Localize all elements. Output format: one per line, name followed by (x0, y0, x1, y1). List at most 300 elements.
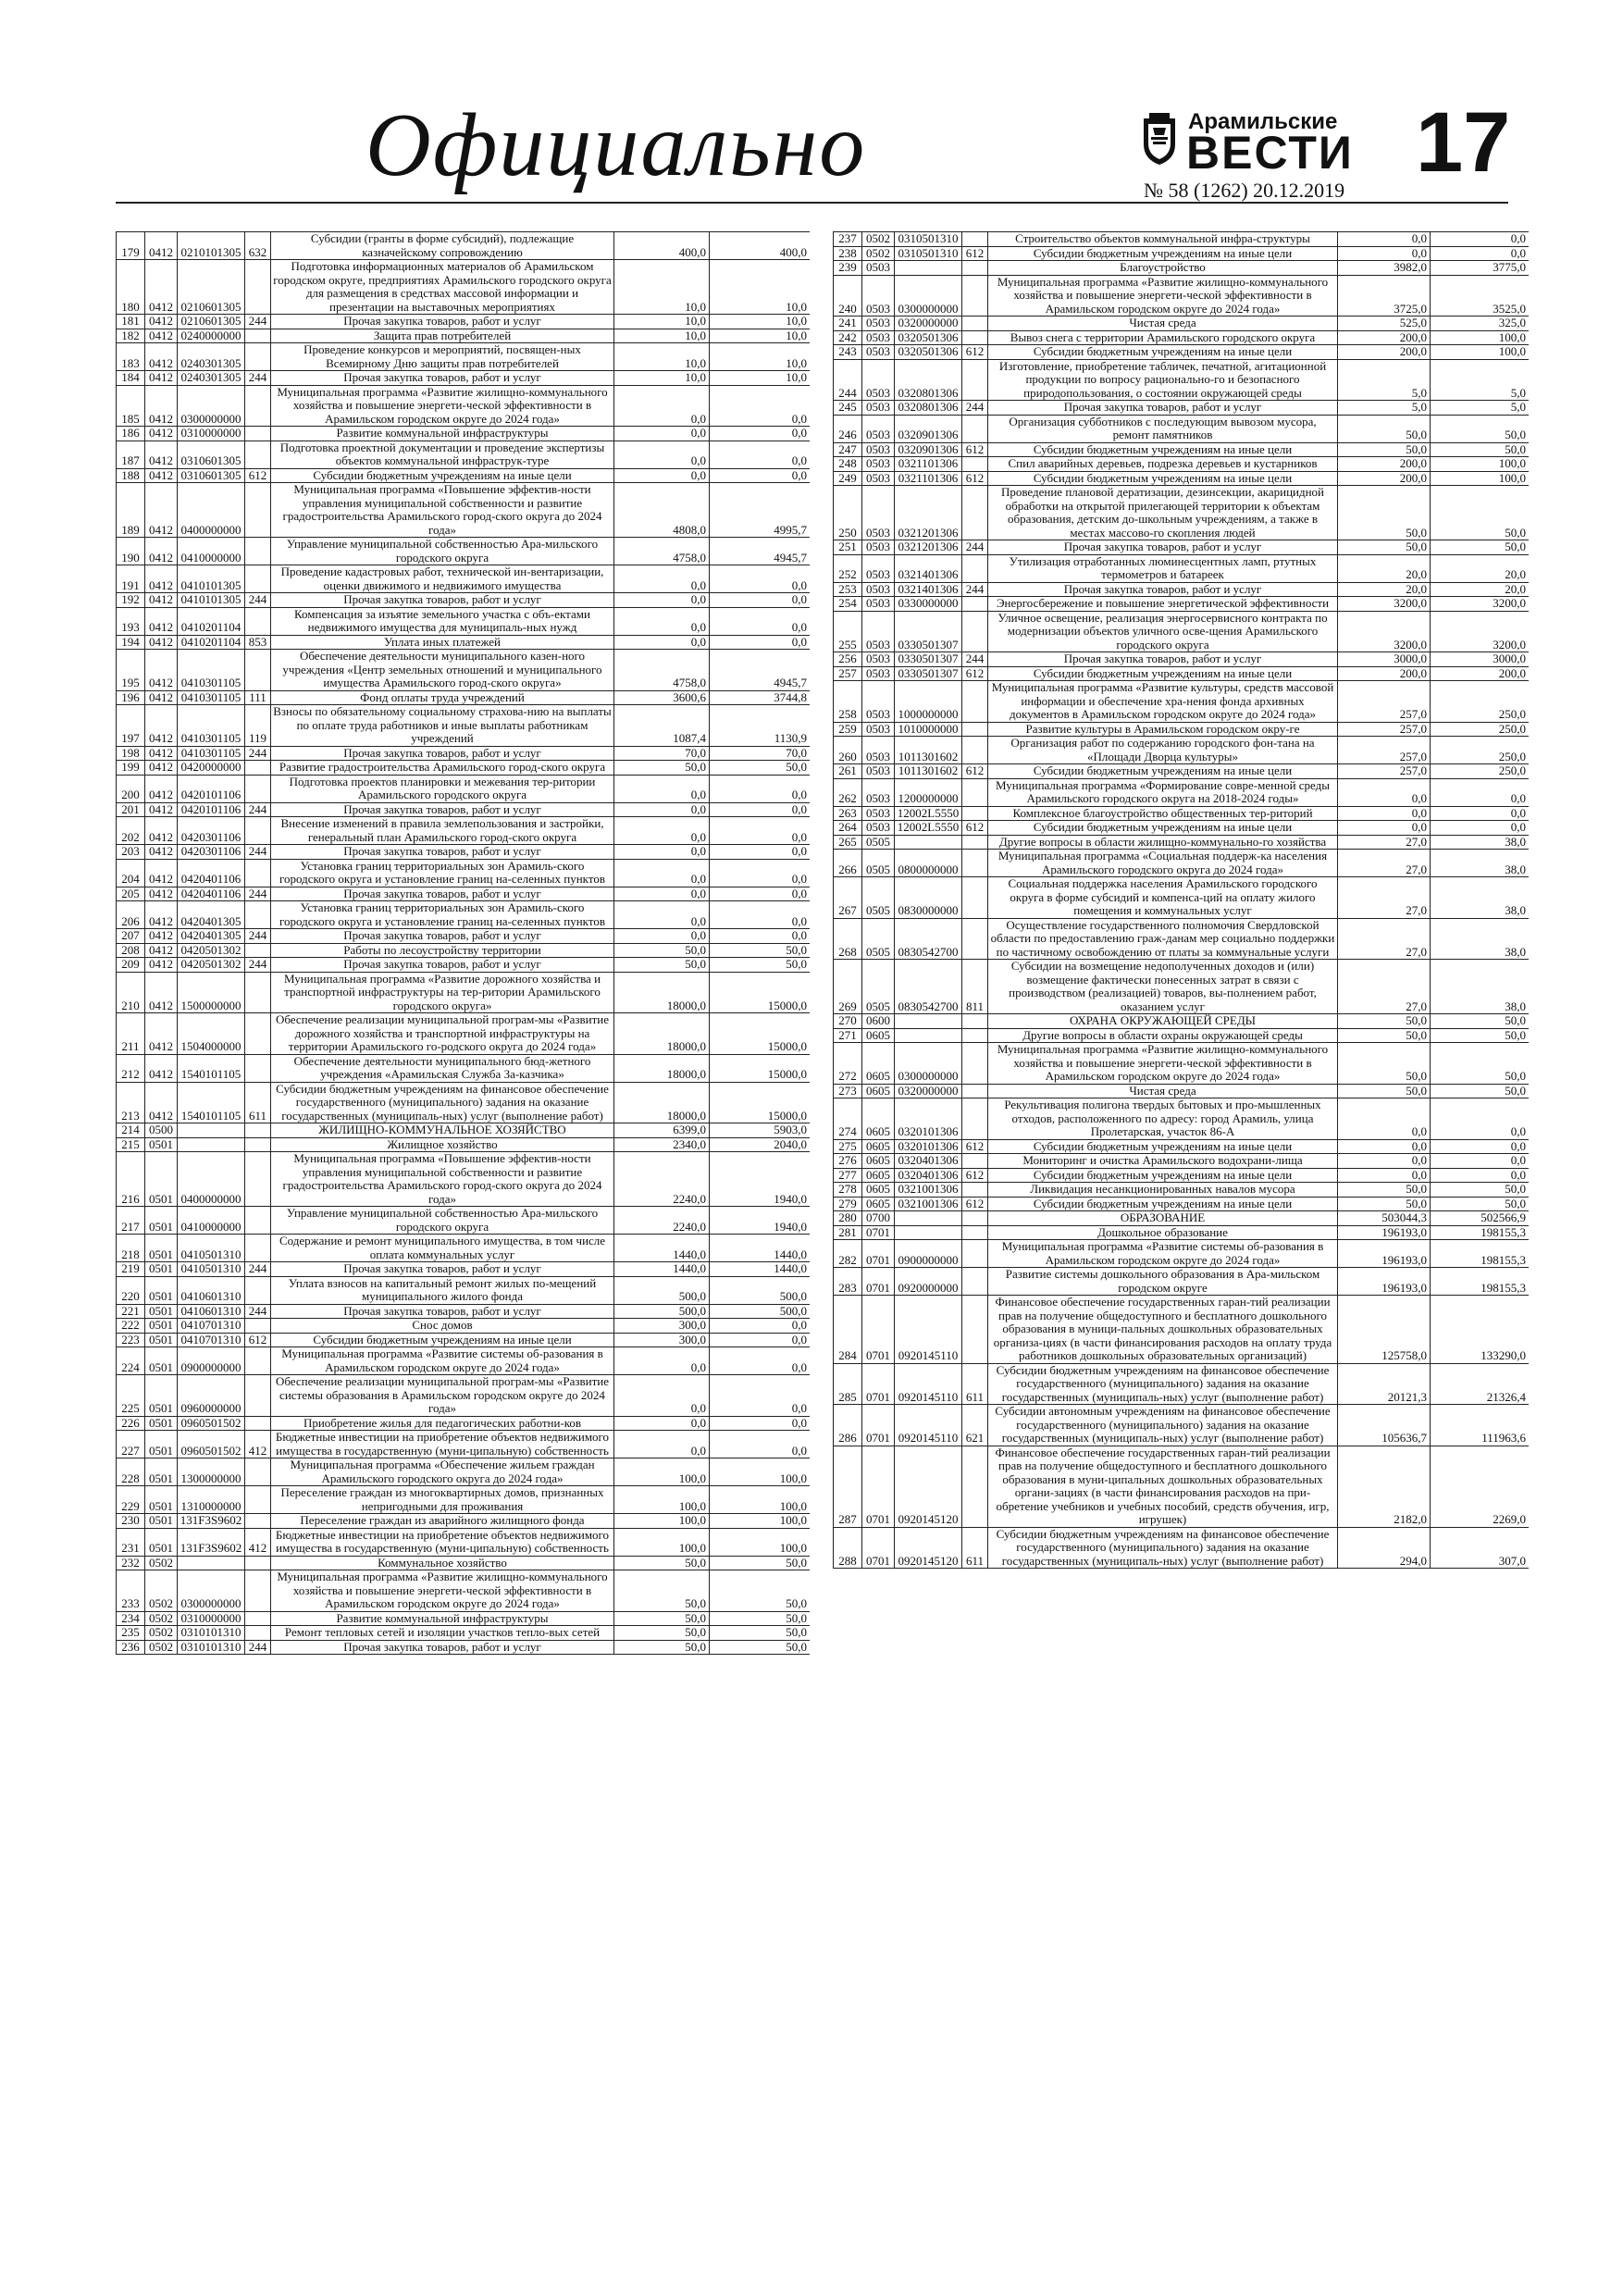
item-name: Субсидии бюджетным учреждениям на иные цели (988, 471, 1338, 486)
target-article: 0310101310 (178, 1626, 245, 1641)
section-code: 0503 (862, 359, 895, 401)
table-row (834, 806, 1530, 821)
section-code: 0501 (145, 1262, 178, 1277)
amount-year-2: 50,0 (710, 1611, 811, 1626)
item-name: Переселение граждан из многоквартирных домов, признанных непригодными для проживания (271, 1486, 614, 1514)
table-row (834, 778, 1530, 806)
target-article: 0900000000 (178, 1347, 245, 1375)
amount-year-1: 2182,0 (1338, 1446, 1431, 1527)
row-number: 288 (834, 1527, 862, 1569)
section-code: 0503 (862, 778, 895, 806)
expense-type: 244 (245, 802, 271, 817)
table-row (117, 690, 811, 705)
section-code: 0605 (862, 1154, 895, 1169)
expense-type: 611 (962, 1527, 988, 1569)
target-article: 0330501307 (895, 652, 962, 667)
section-code: 0605 (862, 1028, 895, 1043)
expense-type (245, 1611, 271, 1626)
target-article: 0410301105 (178, 705, 245, 747)
item-name: Организация субботников с последующим вывозом мусора, ремонт памятников (988, 415, 1338, 442)
table-row (117, 1152, 811, 1207)
amount-year-1: 50,0 (614, 1611, 710, 1626)
amount-year-2: 15000,0 (710, 1013, 811, 1055)
amount-year-2: 198155,3 (1431, 1225, 1530, 1240)
item-name: Прочая закупка товаров, работ и услуг (271, 845, 614, 860)
item-name: Прочая закупка товаров, работ и услуг (271, 1304, 614, 1319)
expense-type (245, 1570, 271, 1612)
target-article: 0320501306 (895, 330, 962, 345)
table-row (834, 359, 1530, 401)
amount-year-2: 0,0 (710, 565, 811, 593)
expense-type (245, 1486, 271, 1514)
amount-year-2: 1440,0 (710, 1262, 811, 1277)
amount-year-1: 3200,0 (1338, 611, 1431, 652)
expense-type (245, 1556, 271, 1570)
target-article: 0900000000 (895, 1240, 962, 1268)
target-article: 0920145110 (895, 1405, 962, 1446)
amount-year-1: 2240,0 (614, 1207, 710, 1235)
amount-year-1: 27,0 (1338, 960, 1431, 1014)
section-code: 0412 (145, 441, 178, 468)
item-name: ОБРАЗОВАНИЕ (988, 1211, 1338, 1226)
amount-year-2: 0,0 (1431, 246, 1530, 261)
table-row (117, 1137, 811, 1152)
table-row (117, 441, 811, 468)
expense-type (245, 1276, 271, 1304)
amount-year-2: 0,0 (710, 859, 811, 887)
amount-year-2: 2040,0 (710, 1137, 811, 1152)
section-code: 0503 (862, 401, 895, 416)
target-article: 0420101106 (178, 775, 245, 802)
amount-year-1: 0,0 (614, 1347, 710, 1375)
table-row (117, 315, 811, 329)
table-row (834, 554, 1530, 582)
table-row (117, 1319, 811, 1334)
amount-year-2: 0,0 (1431, 1168, 1530, 1183)
expense-type (245, 1458, 271, 1486)
row-number: 221 (117, 1304, 145, 1319)
table-row (117, 1123, 811, 1138)
expense-type (245, 329, 271, 343)
section-code: 0501 (145, 1347, 178, 1375)
item-name: Взносы по обязательному социальному страхова-нию на выплаты по оплате труда работников и иные выплаты работникам учреждений (271, 705, 614, 747)
section-code: 0412 (145, 746, 178, 761)
amount-year-1: 294,0 (1338, 1527, 1431, 1569)
section-code: 0503 (862, 722, 895, 737)
table-row (117, 260, 811, 315)
amount-year-1: 50,0 (1338, 1028, 1431, 1043)
item-name: Субсидии бюджетным учреждениям на иные цели (988, 764, 1338, 779)
item-name: Подготовка проектной документации и проведение экспертизы объектов коммунальной инфраструк-туре (271, 441, 614, 468)
section-code: 0412 (145, 817, 178, 845)
target-article: 1200000000 (895, 778, 962, 806)
row-number: 196 (117, 690, 145, 705)
section-code: 0412 (145, 958, 178, 973)
amount-year-2: 198155,3 (1431, 1240, 1530, 1268)
row-number: 201 (117, 802, 145, 817)
amount-year-2: 50,0 (710, 1556, 811, 1570)
table-row (117, 1054, 811, 1082)
amount-year-2: 10,0 (710, 343, 811, 371)
item-name: Муниципальная программа «Развитие жилищно-коммунального хозяйства и повышение энергети-ческой эффективности в Арамильском городском округе до 2024 года» (988, 1043, 1338, 1085)
amount-year-2: 100,0 (1431, 330, 1530, 345)
row-number: 282 (834, 1240, 862, 1268)
amount-year-1: 1440,0 (614, 1262, 710, 1277)
expense-type (245, 1347, 271, 1375)
row-number: 271 (834, 1028, 862, 1043)
section-code: 0412 (145, 483, 178, 538)
amount-year-2: 2269,0 (1431, 1446, 1530, 1527)
amount-year-1: 100,0 (614, 1486, 710, 1514)
row-number: 214 (117, 1123, 145, 1138)
amount-year-2: 200,0 (1431, 666, 1530, 681)
amount-year-1: 0,0 (614, 887, 710, 901)
section-code: 0412 (145, 593, 178, 608)
section-code: 0412 (145, 607, 178, 635)
expense-type (245, 1416, 271, 1431)
table-row (834, 1043, 1530, 1085)
amount-year-2: 0,0 (1431, 806, 1530, 821)
amount-year-1: 0,0 (1338, 1098, 1431, 1140)
amount-year-1: 257,0 (1338, 722, 1431, 737)
target-article: 0920145110 (895, 1363, 962, 1405)
amount-year-1: 0,0 (1338, 1154, 1431, 1169)
expense-type: 244 (245, 1304, 271, 1319)
section-code: 0412 (145, 690, 178, 705)
amount-year-1: 0,0 (614, 607, 710, 635)
amount-year-1: 0,0 (1338, 246, 1431, 261)
item-name: Финансовое обеспечение государственных гаран-тий реализации прав на получение общедоступного и бесплатного дошкольного образования в муници-пальных дошкольных образовательных организа-циях (в части финансирования расходов на оплату труда работников дошкольных образовательных организаций) (988, 1296, 1338, 1364)
item-name: Рекультивация полигона твердых бытовых и про-мышленных отходов, расположенного по адресу: город Арамиль, улица Пролетарская, участок 86-А (988, 1098, 1338, 1140)
amount-year-1: 5,0 (1338, 401, 1431, 416)
row-number: 245 (834, 401, 862, 416)
item-name: ЖИЛИЩНО-КОММУНАЛЬНОЕ ХОЗЯЙСТВО (271, 1123, 614, 1138)
row-number: 239 (834, 261, 862, 276)
table-row (117, 1514, 811, 1529)
section-code: 0412 (145, 635, 178, 650)
amount-year-2: 0,0 (1431, 778, 1530, 806)
section-code: 0502 (145, 1626, 178, 1641)
section-code: 0503 (862, 415, 895, 442)
amount-year-1: 3600,6 (614, 690, 710, 705)
amount-year-1: 50,0 (1338, 1183, 1431, 1198)
target-article: 1540101105 (178, 1054, 245, 1082)
item-name: Ремонт тепловых сетей и изоляции участков тепло-вых сетей (271, 1626, 614, 1641)
amount-year-1: 50,0 (614, 761, 710, 776)
row-number: 212 (117, 1054, 145, 1082)
table-row (117, 232, 811, 260)
item-name: Вывоз снега с территории Арамильского городского округа (988, 330, 1338, 345)
section-code: 0503 (862, 330, 895, 345)
section-code: 0701 (862, 1405, 895, 1446)
row-number: 183 (117, 343, 145, 371)
amount-year-2: 20,0 (1431, 582, 1530, 597)
expense-type (962, 1296, 988, 1364)
amount-year-2: 0,0 (710, 441, 811, 468)
target-article: 0400000000 (178, 483, 245, 538)
amount-year-2: 50,0 (1431, 1028, 1530, 1043)
amount-year-1: 5,0 (1338, 359, 1431, 401)
target-article: 0410301105 (178, 746, 245, 761)
section-code: 0505 (862, 877, 895, 919)
table-row (834, 1296, 1530, 1364)
item-name: Установка границ территориальных зон Арамиль-ского городского округа и установление границ на-селенных пунктов (271, 901, 614, 929)
section-code: 0605 (862, 1084, 895, 1098)
table-row (834, 442, 1530, 457)
table-row (834, 918, 1530, 960)
table-row (117, 1013, 811, 1055)
row-number: 182 (117, 329, 145, 343)
table-row (117, 650, 811, 691)
section-code: 0503 (862, 821, 895, 836)
target-article: 1310000000 (178, 1486, 245, 1514)
table-row (834, 1028, 1530, 1043)
amount-year-2: 4995,7 (710, 483, 811, 538)
target-article: 0320401306 (895, 1154, 962, 1169)
table-row (834, 960, 1530, 1014)
amount-year-1: 27,0 (1338, 877, 1431, 919)
row-number: 287 (834, 1446, 862, 1527)
target-article: 0310601305 (178, 468, 245, 483)
expense-type (962, 597, 988, 612)
row-number: 209 (117, 958, 145, 973)
amount-year-1: 300,0 (614, 1333, 710, 1347)
amount-year-1: 0,0 (614, 427, 710, 441)
expense-type (962, 1043, 988, 1085)
row-number: 254 (834, 597, 862, 612)
section-code: 0605 (862, 1098, 895, 1140)
amount-year-1: 400,0 (614, 232, 710, 260)
amount-year-2: 15000,0 (710, 1082, 811, 1123)
row-number: 189 (117, 483, 145, 538)
section-code: 0412 (145, 1054, 178, 1082)
amount-year-1: 196193,0 (1338, 1225, 1431, 1240)
amount-year-1: 0,0 (614, 593, 710, 608)
row-number: 185 (117, 385, 145, 427)
row-number: 224 (117, 1347, 145, 1375)
section-code: 0605 (862, 1197, 895, 1211)
item-name: Снос домов (271, 1319, 614, 1334)
section-code: 0503 (862, 764, 895, 779)
amount-year-2: 3525,0 (1431, 275, 1530, 316)
section-code: 0701 (862, 1268, 895, 1296)
target-article: 1500000000 (178, 972, 245, 1013)
target-article: 0330000000 (895, 597, 962, 612)
item-name: Подготовка проектов планировки и межевания тер-ритории Арамильского городского округа (271, 775, 614, 802)
amount-year-2: 0,0 (1431, 1154, 1530, 1169)
amount-year-1: 50,0 (1338, 486, 1431, 540)
amount-year-2: 0,0 (710, 1431, 811, 1458)
item-name: Переселение граждан из аварийного жилищного фонда (271, 1514, 614, 1529)
section-code: 0412 (145, 329, 178, 343)
row-number: 191 (117, 565, 145, 593)
section-code: 0412 (145, 887, 178, 901)
amount-year-2: 3775,0 (1431, 261, 1530, 276)
expense-type (962, 415, 988, 442)
row-number: 247 (834, 442, 862, 457)
amount-year-1: 0,0 (1338, 1168, 1431, 1183)
row-number: 277 (834, 1168, 862, 1183)
amount-year-2: 250,0 (1431, 722, 1530, 737)
expense-type (962, 918, 988, 960)
table-row (834, 471, 1530, 486)
expense-type: 244 (962, 652, 988, 667)
row-number: 219 (117, 1262, 145, 1277)
item-name: Прочая закупка товаров, работ и услуг (271, 593, 614, 608)
section-code: 0505 (862, 918, 895, 960)
amount-year-2: 50,0 (710, 1570, 811, 1612)
item-name: Субсидии бюджетным учреждениям на иные цели (271, 1333, 614, 1347)
item-name: Строительство объектов коммунальной инфра-структуры (988, 232, 1338, 247)
target-article: 0300000000 (178, 1570, 245, 1612)
row-number: 255 (834, 611, 862, 652)
row-number: 213 (117, 1082, 145, 1123)
section-code: 0412 (145, 650, 178, 691)
amount-year-2: 1940,0 (710, 1152, 811, 1207)
target-article: 0210601305 (178, 315, 245, 329)
newspaper-logo (1140, 109, 1367, 179)
table-row (834, 877, 1530, 919)
amount-year-2: 5,0 (1431, 359, 1530, 401)
expense-type: 244 (245, 845, 271, 860)
amount-year-2: 0,0 (710, 1333, 811, 1347)
item-name: Субсидии бюджетным учреждениям на иные цели (988, 1168, 1338, 1183)
amount-year-1: 50,0 (614, 958, 710, 973)
amount-year-1: 0,0 (1338, 1139, 1431, 1154)
expense-type (962, 486, 988, 540)
item-name: Дошкольное образование (988, 1225, 1338, 1240)
table-row (834, 1405, 1530, 1446)
target-article: 0300000000 (895, 275, 962, 316)
section-code: 0605 (862, 1183, 895, 1198)
amount-year-1: 10,0 (614, 343, 710, 371)
budget-table-left-column (116, 231, 810, 2140)
row-number: 199 (117, 761, 145, 776)
table-row (117, 859, 811, 887)
target-article: 0310000000 (178, 1611, 245, 1626)
expense-type: 244 (245, 1262, 271, 1277)
section-code: 0505 (862, 960, 895, 1014)
amount-year-1: 196193,0 (1338, 1240, 1431, 1268)
expense-type (962, 1154, 988, 1169)
expense-type (962, 1084, 988, 1098)
expense-type (962, 1225, 988, 1240)
expense-type: 612 (962, 821, 988, 836)
expense-type (245, 565, 271, 593)
amount-year-1: 503044,3 (1338, 1211, 1431, 1226)
amount-year-2: 20,0 (1431, 554, 1530, 582)
amount-year-2: 50,0 (710, 943, 811, 958)
amount-year-1: 18000,0 (614, 972, 710, 1013)
row-number: 211 (117, 1013, 145, 1055)
item-name: Муниципальная программа «Развитие жилищно-коммунального хозяйства и повышение энергети-ческой эффективности в Арамильском городском округе до 2024 года» (271, 385, 614, 427)
amount-year-2: 0,0 (710, 887, 811, 901)
section-code: 0412 (145, 468, 178, 483)
row-number: 229 (117, 1486, 145, 1514)
amount-year-1: 2340,0 (614, 1137, 710, 1152)
table-row (834, 261, 1530, 276)
logo-top-text: Арамильские (1188, 109, 1338, 134)
item-name: Бюджетные инвестиции на приобретение объектов недвижимого имущества в государственную (муни-ципальную) собственность (271, 1431, 614, 1458)
target-article: 0321201306 (895, 540, 962, 555)
target-article: 0420101106 (178, 802, 245, 817)
row-number: 286 (834, 1405, 862, 1446)
row-number: 218 (117, 1235, 145, 1262)
expense-type (962, 1211, 988, 1226)
section-code: 0412 (145, 761, 178, 776)
expense-type (962, 1240, 988, 1268)
target-article: 0240000000 (178, 329, 245, 343)
item-name: Содержание и ремонт муниципального имущества, в том числе оплата коммунальных услуг (271, 1235, 614, 1262)
target-article: 0420401106 (178, 859, 245, 887)
expense-type (962, 877, 988, 919)
expense-type (962, 611, 988, 652)
amount-year-1: 0,0 (1338, 232, 1431, 247)
item-name: Проведение конкурсов и мероприятий, посвящен-ных Всемирному Дню защиты прав потребителей (271, 343, 614, 371)
target-article: 0320000000 (895, 316, 962, 331)
item-name: Прочая закупка товаров, работ и услуг (271, 1262, 614, 1277)
item-name: Муниципальная программа «Развитие жилищно-коммунального хозяйства и повышение энергети-ческой эффективности в Арамильском городском округе до 2024 года» (271, 1570, 614, 1612)
amount-year-1: 100,0 (614, 1514, 710, 1529)
amount-year-1: 50,0 (1338, 540, 1431, 555)
item-name: Фонд оплаты труда учреждений (271, 690, 614, 705)
item-name: Субсидии бюджетным учреждениям на иные цели (988, 442, 1338, 457)
target-article: 0420301106 (178, 845, 245, 860)
amount-year-1: 0,0 (614, 468, 710, 483)
item-name: Прочая закупка товаров, работ и услуг (988, 582, 1338, 597)
amount-year-1: 3000,0 (1338, 652, 1431, 667)
amount-year-2: 0,0 (710, 468, 811, 483)
expense-type (962, 330, 988, 345)
row-number: 261 (834, 764, 862, 779)
row-number: 194 (117, 635, 145, 650)
row-number: 203 (117, 845, 145, 860)
row-number: 217 (117, 1207, 145, 1235)
amount-year-2: 100,0 (710, 1528, 811, 1556)
expense-type (962, 1014, 988, 1029)
table-row (834, 611, 1530, 652)
table-row (834, 232, 1530, 247)
row-number: 208 (117, 943, 145, 958)
expense-type (962, 261, 988, 276)
target-article (895, 261, 962, 276)
item-name: Муниципальная программа «Социальная поддерж-ка населения Арамильского городского округа до 2024 года» (988, 850, 1338, 877)
row-number: 268 (834, 918, 862, 960)
table-row (117, 1333, 811, 1347)
item-name: Муниципальная программа «Формирование совре-менной среды Арамильского городского округа на 2018-2024 годы» (988, 778, 1338, 806)
table-row (834, 666, 1530, 681)
target-article: 0960501502 (178, 1431, 245, 1458)
expense-type (245, 859, 271, 887)
section-code: 0701 (862, 1527, 895, 1569)
target-article (895, 1225, 962, 1240)
table-row (117, 607, 811, 635)
amount-year-1: 50,0 (614, 1570, 710, 1612)
section-code: 0503 (862, 582, 895, 597)
amount-year-1: 1440,0 (614, 1235, 710, 1262)
section-code: 0503 (862, 471, 895, 486)
item-name: Муниципальная программа «Развитие системы об-разования в Арамильском городском округе до 2024 года» (988, 1240, 1338, 1268)
item-name: Муниципальная программа «Развитие жилищно-коммунального хозяйства и повышение энергети-ческой эффективности в Арамильском городском округе до 2024 года» (988, 275, 1338, 316)
expense-type: 244 (962, 401, 988, 416)
amount-year-2: 3200,0 (1431, 597, 1530, 612)
table-row (117, 385, 811, 427)
target-article: 0310601305 (178, 441, 245, 468)
section-code: 0605 (862, 1168, 895, 1183)
table-row (834, 1183, 1530, 1198)
expense-type (245, 972, 271, 1013)
expense-type (245, 1375, 271, 1417)
